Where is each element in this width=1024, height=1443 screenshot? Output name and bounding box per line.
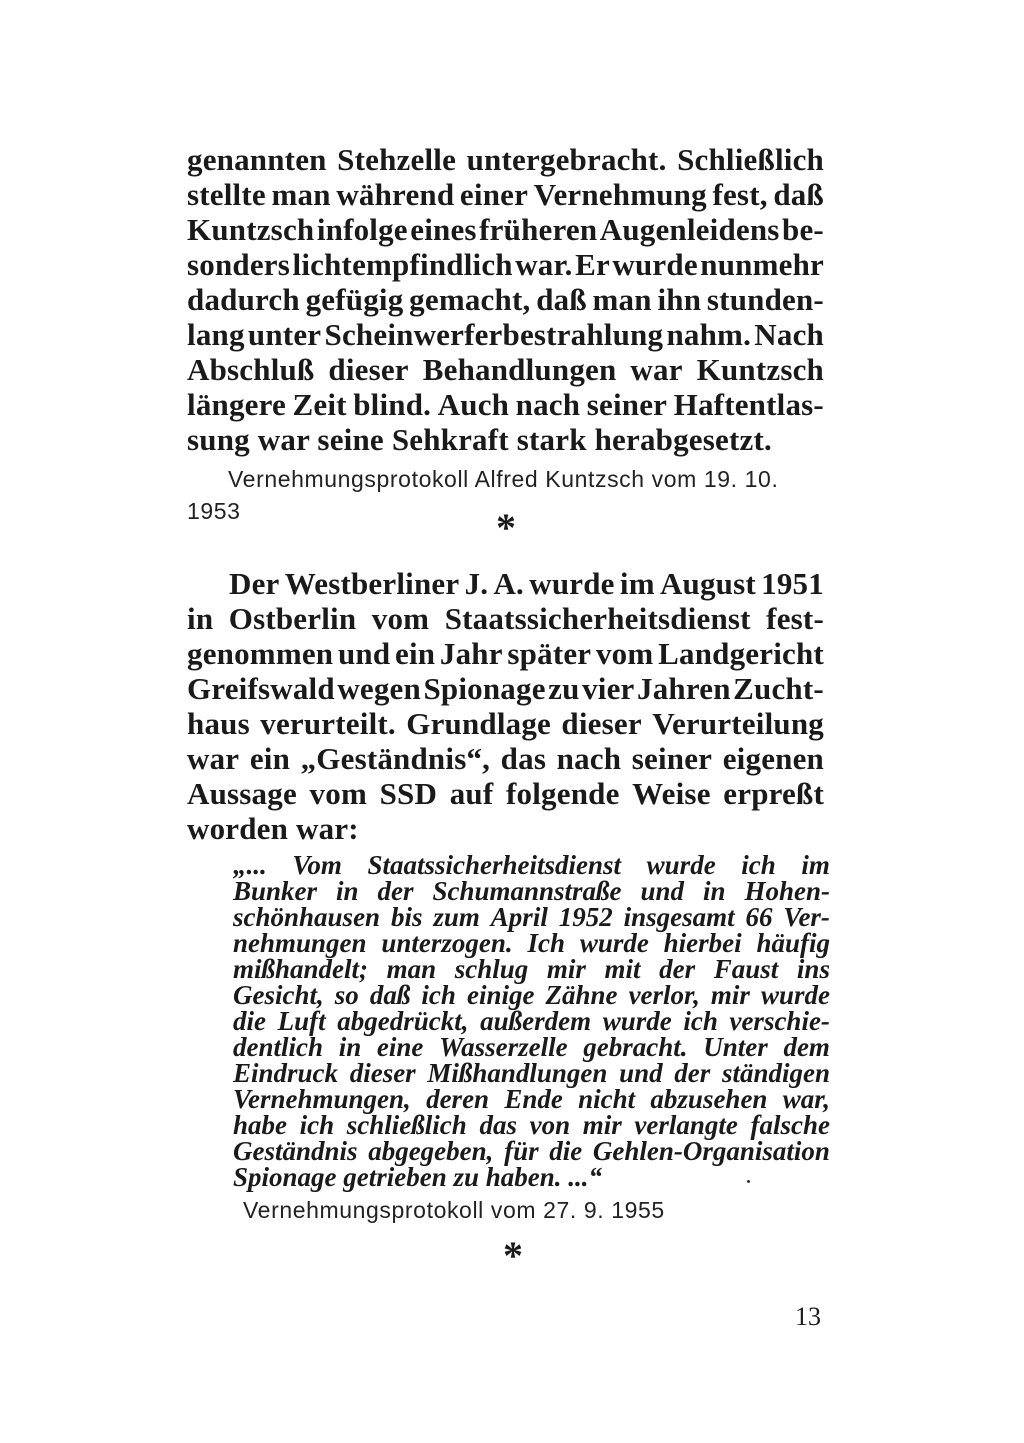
quote-line: die Luft abgedrückt, außerdem wurde ich verschie- xyxy=(233,1006,830,1036)
section-separator: * xyxy=(503,1233,523,1278)
section-separator: * xyxy=(496,505,516,550)
paragraph-line: Der Westberliner J. A. wurde im August 1951 xyxy=(229,566,824,601)
quote-line: Bunker in der Schumannstraße und in Hohen- xyxy=(233,876,830,906)
paragraph-line: Kuntzsch infolge eines früheren Augenleidens be- xyxy=(187,212,824,247)
paragraph-line: worden war: xyxy=(187,811,359,846)
paragraph-line: sonders lichtempfindlich war. Er wurde nunmehr xyxy=(187,247,824,282)
paragraph-line: Abschluß dieser Behandlungen war Kuntzsch xyxy=(187,352,824,387)
quote-line: Spionage getrieben zu haben. ...“ xyxy=(233,1162,603,1192)
source-citation: Vernehmungsprotokoll vom 27. 9. 1955 xyxy=(243,1197,665,1223)
quote-line: Geständnis abgegeben, für die Gehlen-Organisation xyxy=(233,1136,830,1166)
quote-line: schönhausen bis zum April 1952 insgesamt 66 Ver- xyxy=(233,902,830,932)
quote-line: Gesicht, so daß ich einige Zähne verlor, mir wurde xyxy=(233,980,830,1010)
paragraph-line: stellte man während einer Vernehmung fest, daß xyxy=(187,177,824,212)
paragraph-line: Aussage vom SSD auf folgende Weise erpreßt xyxy=(187,776,824,811)
paragraph-line: war ein „Geständnis“, das nach seiner eigenen xyxy=(187,741,824,776)
paragraph-line: in Ostberlin vom Staatssicherheitsdienst fest- xyxy=(187,601,824,636)
quote-line: nehmungen unterzogen. Ich wurde hierbei häufig xyxy=(233,928,830,958)
paragraph-line: dadurch gefügig gemacht, daß man ihn stunden- xyxy=(187,282,824,317)
page-number: 13 xyxy=(795,1302,821,1331)
quote-line: „... Vom Staatssicherheitsdienst wurde ich im xyxy=(233,850,830,880)
paragraph-line: längere Zeit blind. Auch nach seiner Haftentlas- xyxy=(187,387,824,422)
paragraph-line: haus verurteilt. Grundlage dieser Verurteilung xyxy=(187,706,824,741)
quote-line: habe ich schließlich das von mir verlangte falsche xyxy=(233,1110,830,1140)
print-speck xyxy=(747,1180,750,1183)
paragraph-line: lang unter Scheinwerferbestrahlung nahm. Nach xyxy=(187,317,824,352)
quote-line: Eindruck dieser Mißhandlungen und der ständigen xyxy=(233,1058,830,1088)
paragraph-line: genommen und ein Jahr später vom Landgericht xyxy=(187,636,824,671)
source-citation-continued: 1953 xyxy=(187,498,241,524)
paragraph-line: Greifswald wegen Spionage zu vier Jahren Zucht- xyxy=(187,671,824,706)
quote-line: Vernehmungen, deren Ende nicht abzusehen war, xyxy=(233,1084,830,1114)
source-citation: Vernehmungsprotokoll Alfred Kuntzsch vom 19. 10. xyxy=(228,466,779,492)
paragraph-line: sung war seine Sehkraft stark herabgesetzt. xyxy=(187,422,772,457)
paragraph-line: genannten Stehzelle untergebracht. Schließlich xyxy=(187,142,824,177)
quote-line: mißhandelt; man schlug mir mit der Faust ins xyxy=(233,954,830,984)
quote-line: dentlich in eine Wasserzelle gebracht. Unter dem xyxy=(233,1032,830,1062)
